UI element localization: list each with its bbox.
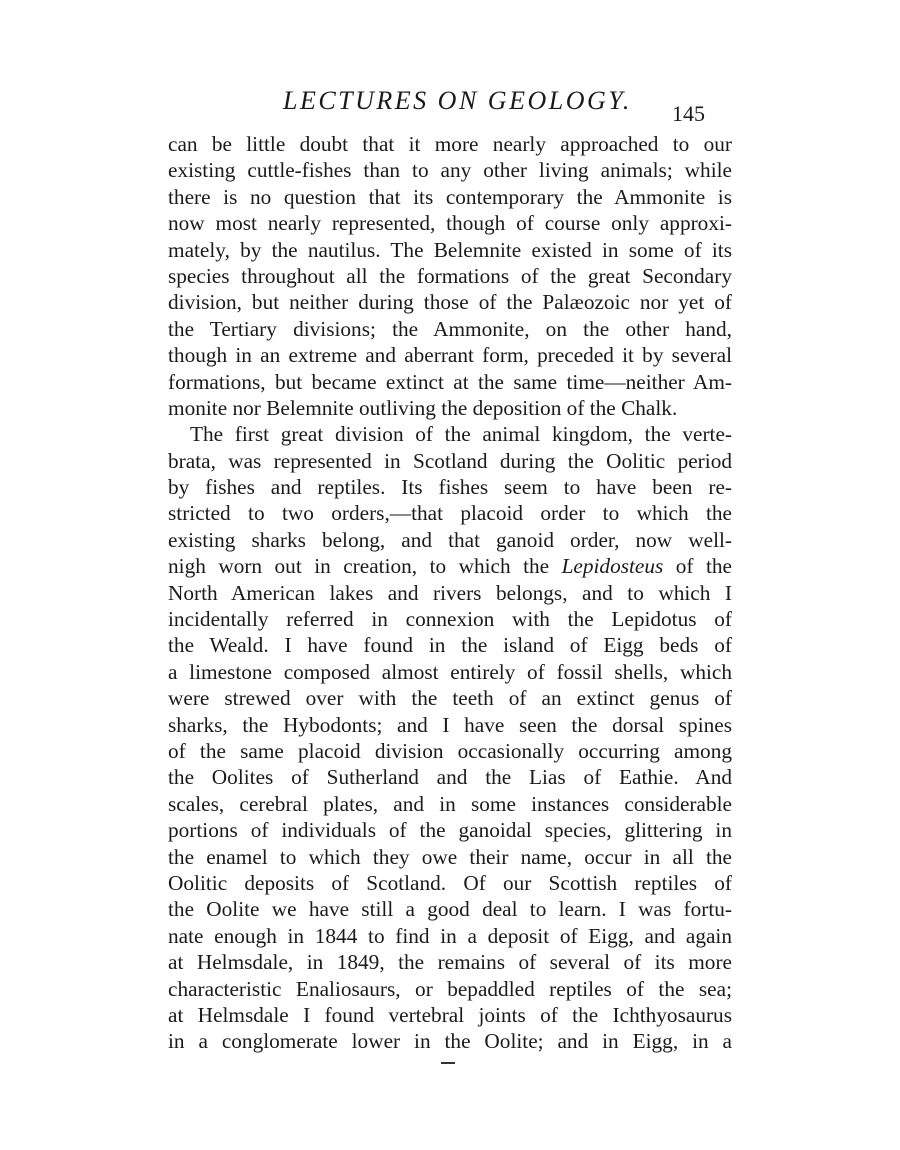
- text-line: portions of individuals of the ganoidal species, glittering in: [168, 818, 732, 843]
- body-text: [168, 131, 732, 1055]
- text-line: of the same placoid division occasionally occurring among: [168, 738, 732, 763]
- text-line: the Oolite we have still a good deal to learn. I was fortu-: [168, 897, 732, 922]
- text-line: the Tertiary divisions; the Ammonite, on the other hand,: [168, 316, 732, 341]
- text-line: at Helmsdale, in 1849, the remains of several of its more: [168, 950, 732, 975]
- paragraph-1: [168, 131, 732, 421]
- text-segment: nigh worn out in creation, to which the: [168, 554, 550, 579]
- running-title: LECTURES ON GEOLOGY.: [283, 86, 632, 115]
- text-line: the enamel to which they owe their name, occur in all the: [168, 844, 732, 869]
- text-line: can be little doubt that it more nearly approached to our: [168, 132, 732, 156]
- text-line: characteristic Enaliosaurs, or bepaddled reptiles of the sea;: [168, 976, 732, 1001]
- text-line: though in an extreme and aberrant form, preceded it by several: [168, 343, 732, 368]
- text-line: the Oolites of Sutherland and the Lias of Eathie. And: [168, 765, 732, 790]
- text-segment: of the: [675, 554, 732, 579]
- text-line: existing sharks belong, and that ganoid order, now well-: [168, 527, 732, 552]
- catchword-mark: [441, 1062, 455, 1064]
- text-line-with-italic: [168, 553, 732, 579]
- text-line: a limestone composed almost entirely of fossil shells, which: [168, 659, 732, 684]
- text-line: North American lakes and rivers belongs, and to which I: [168, 580, 732, 605]
- text-line: monite nor Belemnite outliving the deposition of the Chalk.: [168, 395, 678, 420]
- text-line: the Weald. I have found in the island of Eigg beds of: [168, 633, 732, 658]
- text-line: now most nearly represented, though of course only approxi-: [168, 211, 732, 236]
- text-line: scales, cerebral plates, and in some instances considerable: [168, 791, 732, 816]
- italic-genus-name: Lepidosteus: [561, 554, 664, 579]
- text-line: nate enough in 1844 to find in a deposit of Eigg, and again: [168, 923, 732, 948]
- text-line: division, but neither during those of the Palæozoic nor yet of: [168, 290, 732, 315]
- text-line: by fishes and reptiles. Its fishes seem to have been re-: [168, 475, 732, 500]
- text-line: existing cuttle-fishes than to any other living animals; while: [168, 158, 732, 183]
- text-line: formations, but became extinct at the same time—neither Am-: [168, 369, 732, 394]
- text-line: stricted to two orders,—that placoid order to which the: [168, 501, 732, 526]
- text-line: at Helmsdale I found vertebral joints of the Ichthyosaurus: [168, 1002, 732, 1027]
- text-line: brata, was represented in Scotland during the Oolitic period: [168, 448, 732, 473]
- text-line: sharks, the Hybodonts; and I have seen the dorsal spines: [168, 712, 732, 737]
- text-line: Oolitic deposits of Scotland. Of our Scottish reptiles of: [168, 870, 732, 895]
- text-line: in a conglomerate lower in the Oolite; and in Eigg, in a: [168, 1029, 732, 1054]
- text-line: The first great division of the animal kingdom, the verte-: [190, 422, 732, 447]
- text-line: species throughout all the formations of the great Secondary: [168, 263, 732, 288]
- paragraph-2: [168, 421, 732, 1054]
- text-line: incidentally referred in connexion with the Lepidotus of: [168, 607, 732, 632]
- text-line: were strewed over with the teeth of an extinct genus of: [168, 686, 732, 711]
- text-line: there is no question that its contemporary the Ammonite is: [168, 184, 732, 209]
- text-line: mately, by the nautilus. The Belemnite existed in some of its: [168, 237, 732, 262]
- page-number: 145: [672, 101, 705, 126]
